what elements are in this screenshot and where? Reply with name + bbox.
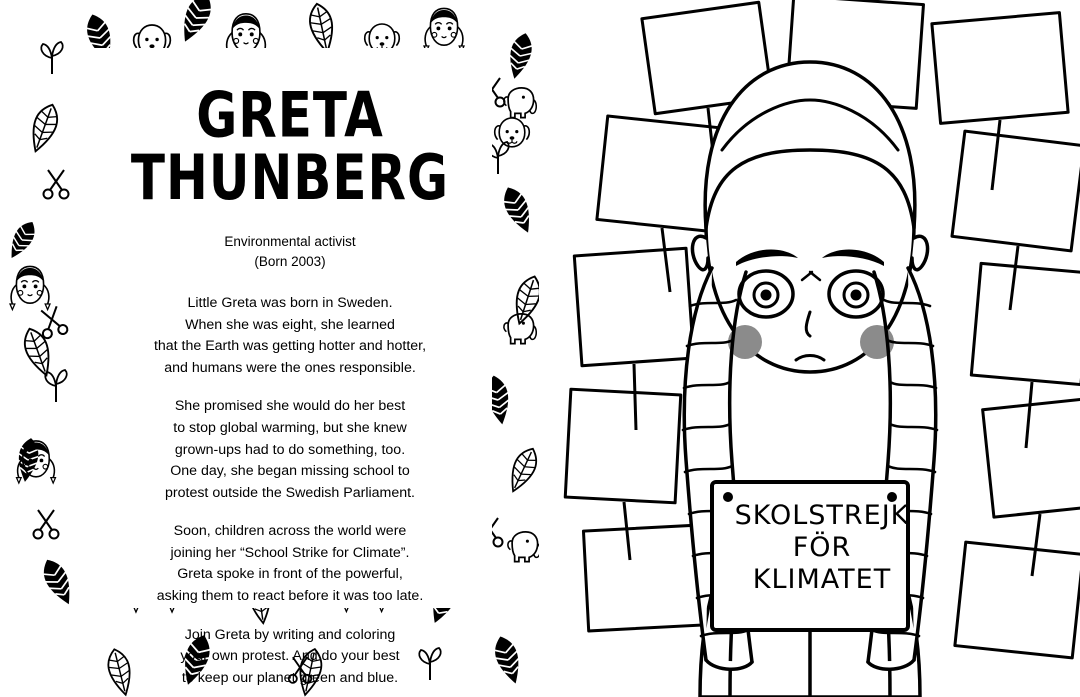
- sign-line-2: FÖR: [792, 531, 852, 563]
- subtitle-born: (Born 2003): [254, 253, 326, 269]
- subtitle-role: Environmental activist: [224, 234, 356, 249]
- story-body: [120, 293, 460, 689]
- sign-line-1: SKOLSTREJK: [734, 500, 910, 531]
- story-text-card: [88, 48, 492, 686]
- sign-line-3: KLIMATET: [752, 563, 892, 595]
- story-paragraph: Soon, children across the world were joining her “School Strike for Climate”. Greta spoke in front of the powerful, asking them to react before it was too late.: [156, 523, 424, 605]
- subtitle-block: [88, 232, 492, 271]
- pattern-elephant-icon: [504, 88, 540, 562]
- story-paragraph: She promised she would do her best to stop global warming, but she knew grown-ups had to do something, too. One day, she began missing school to protest outside the Swedish Parliament.: [165, 398, 415, 501]
- right-page: [540, 0, 1080, 697]
- protest-sign: [712, 482, 908, 630]
- greta-thunberg-coloring-illustration: [540, 0, 1080, 697]
- eye-left: [739, 271, 793, 317]
- story-paragraph: Join Greta by writing and coloring your own protest. And do your best to keep our planet green and blue.: [180, 626, 400, 686]
- page-title: GRETA THUNBERG: [130, 79, 450, 214]
- story-paragraph: Little Greta was born in Sweden. When she was eight, she learned that the Earth was getting hotter and hotter, and humans were the ones responsible.: [153, 295, 427, 376]
- page-gutter: [539, 0, 541, 697]
